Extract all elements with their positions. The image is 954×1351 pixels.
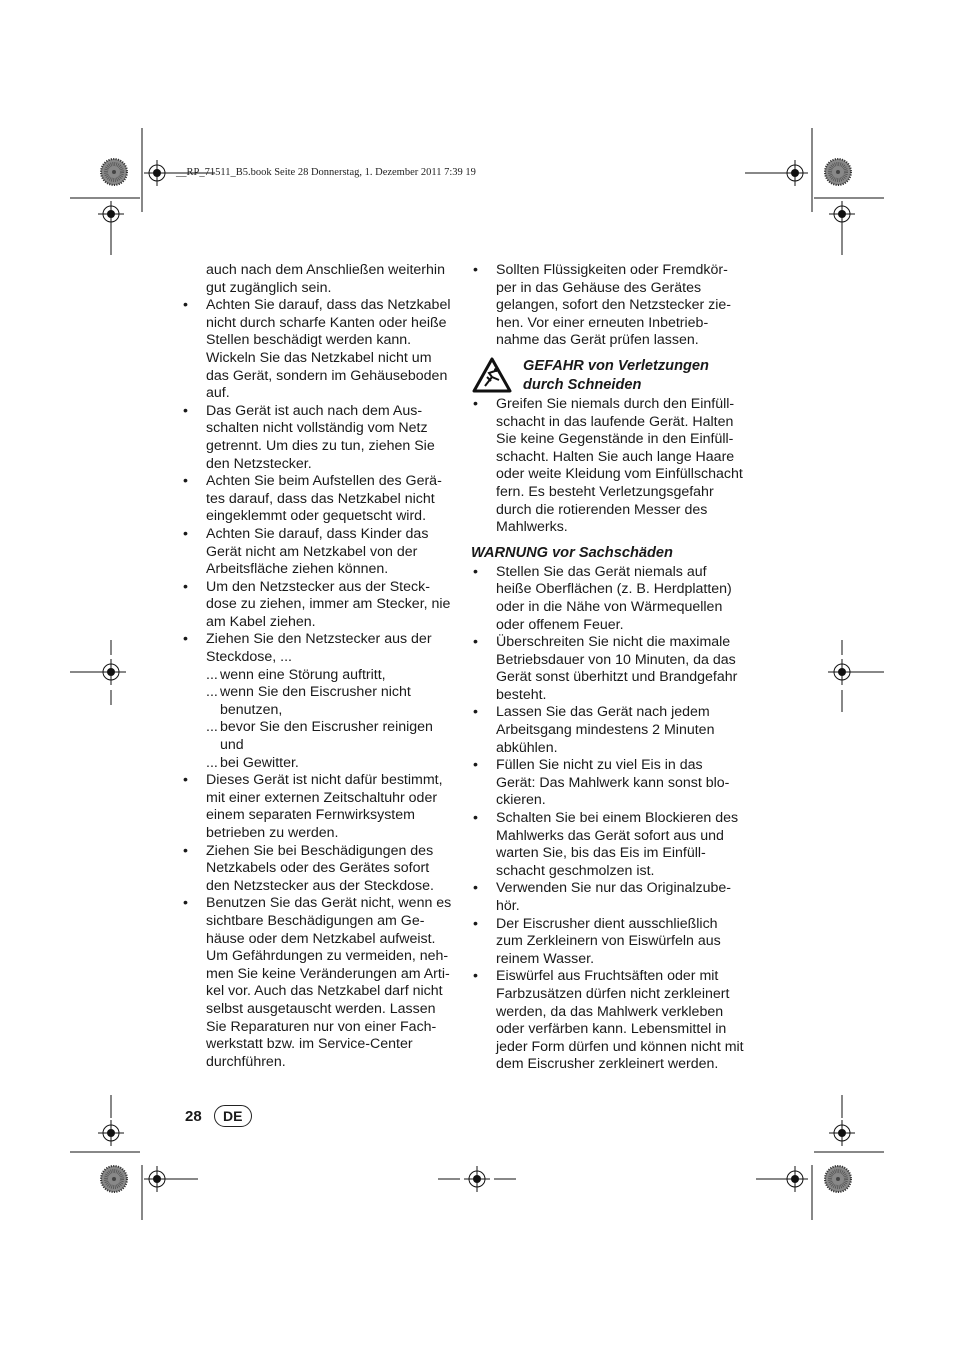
text-line: betrieben zu werden. <box>206 825 339 841</box>
list-item <box>181 297 461 403</box>
list-item <box>181 403 461 473</box>
text-line: oder weite Kleidung vom Einfüllschacht <box>496 466 743 483</box>
text-line: nahme das Gerät prüfen lassen. <box>496 332 699 349</box>
text-line: wenn eine Störung auftritt, <box>220 666 386 683</box>
text-line: Steckdose, ... <box>206 649 292 666</box>
text-line: oder verfärben kann. Lebensmittel in <box>496 1021 727 1038</box>
text-line: schalten nicht vollständig vom Netz <box>206 420 428 437</box>
text-line: Achten Sie beim Aufstellen des Gerä- <box>206 473 442 490</box>
text-line: durch die rotierenden Messer des <box>496 501 708 518</box>
text-line: oder in die Nähe von Wärmequellen <box>496 598 723 615</box>
text-line: Lassen Sie das Gerät nach jedem <box>496 704 710 721</box>
text-line: Ziehen Sie den Netzstecker aus der <box>206 631 432 648</box>
bullet-list-continued <box>181 772 461 1071</box>
bullet-marker: • <box>473 262 478 278</box>
text-line: Mahlwerks das Gerät sofort aus und <box>496 827 724 844</box>
text-line: schacht geschmolzen ist. <box>496 862 655 879</box>
bullet-marker: • <box>473 968 478 985</box>
ellipsis-marker: ... <box>206 719 218 736</box>
bullet-marker: • <box>473 810 478 827</box>
bullet-marker: • <box>473 704 478 721</box>
text-line: werden, da das Mahlwerk verkleben <box>496 1003 724 1020</box>
list-item <box>471 968 751 1074</box>
bullet-marker: • <box>183 578 188 595</box>
text-line: Greifen Sie niemals durch den Einfüll- <box>496 395 735 412</box>
text-line: den Netzstecker aus der Steckdose. <box>206 877 434 894</box>
text-line: kel vor. Auch das Netzkabel darf nicht <box>206 983 443 1000</box>
text-line: und <box>220 737 244 754</box>
text-line: hör. <box>496 898 520 914</box>
text-line: den Netzstecker. <box>206 455 312 472</box>
text-line: warten Sie, bis das Eis im Einfüll- <box>496 845 706 862</box>
list-item <box>471 704 751 757</box>
sub-list-item <box>181 755 461 773</box>
text-line: men Sie keine Veränderungen am Arti- <box>206 965 450 982</box>
page-footer <box>185 1105 252 1127</box>
bullet-marker: • <box>183 297 188 314</box>
text-line: Arbeitsfläche ziehen können. <box>206 561 389 578</box>
text-line: Um den Netzstecker aus der Steck- <box>206 578 430 595</box>
text-line: durchführen. <box>206 1053 286 1070</box>
text-line: Stellen Sie das Gerät niemals auf <box>496 563 707 580</box>
text-line: das Gerät, sondern im Gehäuseboden <box>206 367 448 384</box>
text-line: heiße Oberflächen (z. B. Herdplatten) <box>496 581 732 598</box>
text-line: Dieses Gerät ist nicht dafür bestimmt, <box>206 772 443 789</box>
text-line: Füllen Sie nicht zu viel Eis in das <box>496 757 703 774</box>
text-line: Achten Sie darauf, dass Kinder das <box>206 525 429 542</box>
text-line: Schalten Sie bei einem Blockieren des <box>496 810 739 827</box>
list-item <box>471 262 751 350</box>
list-item <box>471 396 751 537</box>
text-line: gelangen, sofort den Netzstecker zie- <box>496 297 732 314</box>
bullet-marker: • <box>473 395 478 412</box>
text-line: hen. Vor einer erneuten Inbetrieb- <box>496 314 709 331</box>
ellipsis-marker: ... <box>206 684 218 701</box>
bullet-marker: • <box>183 402 188 419</box>
text-line: ckieren. <box>496 792 546 809</box>
text-line: am Kabel ziehen. <box>206 613 316 630</box>
text-line: Achten Sie darauf, dass das Netzkabel <box>206 297 451 314</box>
text-line: Verwenden Sie nur das Originalzube- <box>496 880 732 897</box>
bullet-marker: • <box>183 525 188 542</box>
print-header: __RP_71511_B5.book Seite 28 Donnerstag, 1. Dezember 2011 7:39 19 <box>176 167 476 178</box>
text-line: Eiswürfel aus Fruchtsäften oder mit <box>496 968 719 985</box>
ellipsis-marker: ... <box>206 754 218 771</box>
text-line: häuse oder dem Netzkabel aufweist. <box>206 930 436 947</box>
text-line: Arbeitsgang mindestens 2 Minuten <box>496 722 715 739</box>
text-line: bei Gewitter. <box>220 754 299 771</box>
bullet-marker: • <box>473 880 478 897</box>
cut-hazard-warning-icon <box>472 357 512 393</box>
ellipsis-marker: ... <box>206 666 218 683</box>
text-line: oder offenem Feuer. <box>496 616 624 633</box>
text-line: fern. Es besteht Verletzungsgefahr <box>496 483 714 500</box>
bullet-marker: • <box>183 772 188 789</box>
text-line: getrennt. Um dies zu tun, ziehen Sie <box>206 437 435 454</box>
text-line: Betriebsdauer von 10 Minuten, da das <box>496 651 736 668</box>
sub-list-item <box>181 684 461 719</box>
sub-list <box>181 667 461 773</box>
page-number: 28 <box>185 1107 202 1125</box>
text-line: Netzkabels oder des Gerätes sofort <box>206 860 430 877</box>
left-column <box>181 262 461 1071</box>
text-line: Das Gerät ist auch nach dem Aus- <box>206 402 423 419</box>
text-line: einem separaten Fernwirksystem <box>206 807 415 824</box>
list-item <box>181 631 461 666</box>
list-item <box>181 526 461 579</box>
list-item <box>471 880 751 915</box>
text-line: Mahlwerks. <box>496 519 568 536</box>
list-item <box>181 473 461 526</box>
text-line: Sie keine Gegenstände in den Einfüll- <box>496 431 734 448</box>
bullet-list <box>471 262 751 350</box>
continuation-text: auch nach dem Anschließen weiterhin gut zugänglich sein. <box>206 262 445 296</box>
warning-list <box>471 564 751 1074</box>
text-line: werkstatt bzw. im Service-Center <box>206 1036 413 1053</box>
list-item <box>471 634 751 704</box>
bullet-marker: • <box>473 634 478 651</box>
text-line: Sollten Flüssigkeiten oder Fremdkör- <box>496 262 728 278</box>
bullet-marker: • <box>183 895 188 912</box>
text-line: schacht in das laufende Gerät. Halten <box>496 413 734 430</box>
text-line: mit einer externen Zeitschaltuhr oder <box>206 789 438 806</box>
list-item <box>471 810 751 880</box>
text-line: wenn Sie den Eiscrusher nicht <box>220 684 411 701</box>
text-line: Sie Reparaturen nur von einer Fach- <box>206 1018 437 1035</box>
text-line: Stellen beschädigt werden kann. <box>206 332 412 349</box>
sub-list-item <box>181 667 461 685</box>
text-line: Der Eiscrusher dient ausschließlich <box>496 915 718 932</box>
text-line: Gerät sonst überhitzt und Brandgefahr <box>496 669 738 686</box>
bullet-marker: • <box>183 473 188 490</box>
bullet-marker: • <box>473 563 478 580</box>
text-line: besteht. <box>496 686 547 703</box>
danger-heading: GEFAHR von Verletzungen durch Schneiden <box>471 357 751 395</box>
list-item <box>181 895 461 1071</box>
text-line: benutzen, <box>220 701 283 718</box>
list-item <box>181 772 461 842</box>
text-line: reinem Wasser. <box>496 950 595 967</box>
text-line: nicht durch scharfe Kanten oder heiße <box>206 314 447 331</box>
text-line: Ziehen Sie bei Beschädigungen des <box>206 842 434 859</box>
list-item <box>471 564 751 634</box>
text-line: Gerät: Das Mahlwerk kann sonst blo- <box>496 774 730 791</box>
warning-heading: WARNUNG vor Sachschäden <box>471 544 673 561</box>
text-line: Benutzen Sie das Gerät nicht, wenn es <box>206 895 452 912</box>
text-line: Überschreiten Sie nicht die maximale <box>496 634 731 651</box>
text-line: bevor Sie den Eiscrusher reinigen <box>220 719 433 736</box>
sub-list-item <box>181 719 461 754</box>
text-line: Um Gefährdungen zu vermeiden, neh- <box>206 948 449 965</box>
list-item <box>471 757 751 810</box>
text-line: schacht. Halten Sie auch lange Haare <box>496 448 735 465</box>
list-item <box>181 843 461 896</box>
text-line: auf. <box>206 385 230 402</box>
text-line: sichtbare Beschädigungen am Ge- <box>206 912 425 929</box>
text-line: tes darauf, dass das Netzkabel nicht <box>206 490 435 507</box>
text-line: Farbzusätzen dürfen nicht zerkleinert <box>496 985 730 1002</box>
text-line: Wickeln Sie das Netzkabel nicht um <box>206 349 432 366</box>
list-item <box>181 579 461 632</box>
list-item <box>471 916 751 969</box>
danger-list <box>471 396 751 537</box>
bullet-marker: • <box>473 757 478 774</box>
text-line: selbst ausgetauscht werden. Lassen <box>206 1000 436 1017</box>
text-line: jeder Form dürfen und können nicht mit <box>496 1038 744 1055</box>
text-line: dose zu ziehen, immer am Stecker, nie <box>206 596 451 613</box>
bullet-marker: • <box>183 631 188 648</box>
text-line: abkühlen. <box>496 739 558 756</box>
bullet-marker: • <box>473 915 478 932</box>
bullet-list <box>181 297 461 666</box>
text-line: per in das Gehäuse des Gerätes <box>496 279 702 296</box>
right-column <box>471 262 751 1074</box>
bullet-marker: • <box>183 842 188 859</box>
language-badge: DE <box>214 1105 252 1127</box>
text-line: eingeklemmt oder gequetscht wird. <box>206 508 427 525</box>
text-line: dem Eiscrusher zerkleinert werden. <box>496 1056 719 1073</box>
text-line: zum Zerkleinern von Eiswürfeln aus <box>496 933 721 950</box>
text-line: Gerät nicht am Netzkabel von der <box>206 543 418 560</box>
